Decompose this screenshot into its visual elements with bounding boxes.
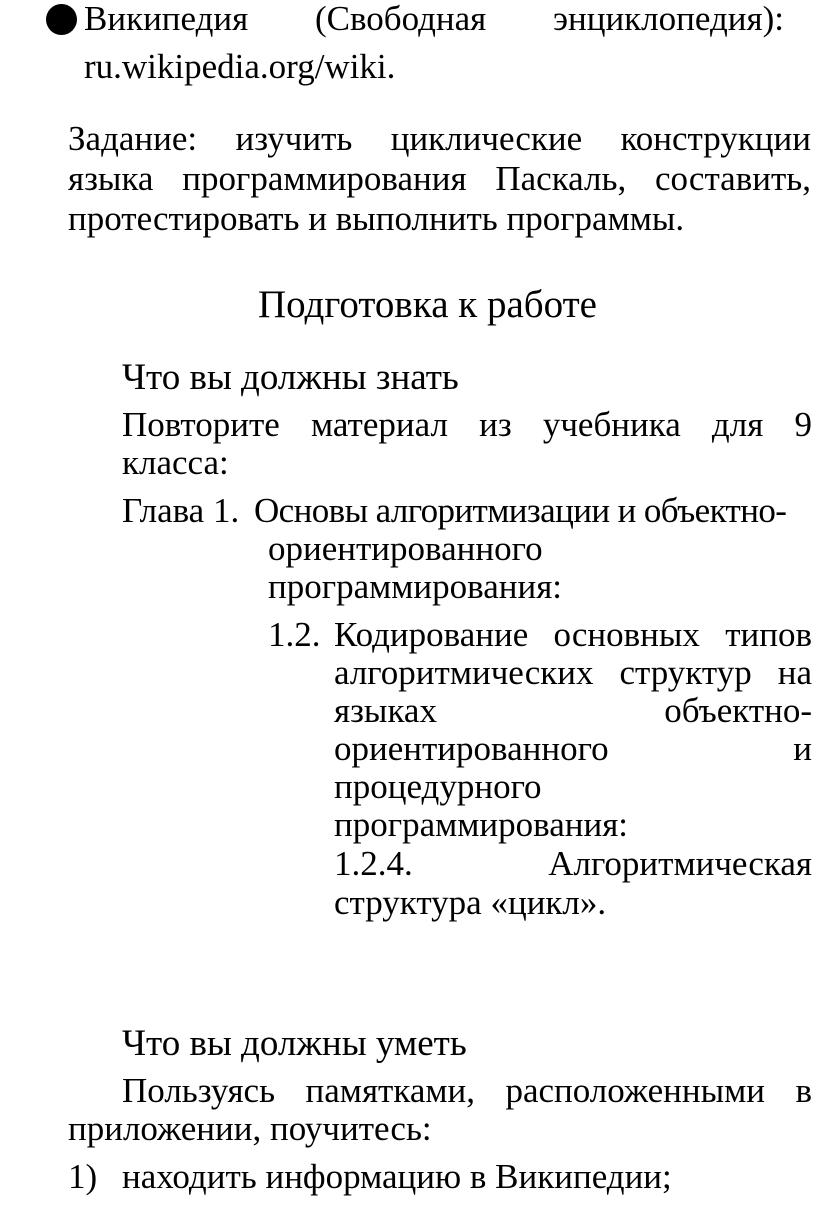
word: ориентированного (334, 729, 609, 768)
word: Кодирование (334, 615, 529, 654)
word: расположенными (505, 1071, 765, 1110)
word: составить, (655, 159, 811, 198)
section-line-5: процедурного (334, 767, 542, 806)
word: структур (619, 653, 752, 692)
know-line-2: класса: (122, 443, 229, 482)
section-line-3 (334, 692, 812, 730)
word: материал (311, 405, 448, 444)
word: в (795, 1071, 812, 1110)
task-line-2 (68, 160, 811, 198)
word: Паскаль, (495, 159, 627, 198)
list-item-number: 1) (68, 1157, 98, 1196)
word: объектно- (664, 691, 812, 730)
know-line-1 (122, 406, 812, 444)
word: (Свободная (314, 0, 487, 38)
word: программирования (182, 159, 467, 198)
section-line-2 (334, 654, 812, 692)
task-line-3: протестировать и выполнить программы. (68, 199, 685, 238)
chapter-title-line2: ориентированного (268, 529, 543, 568)
word: из (479, 405, 512, 444)
word: Задание: (68, 119, 198, 158)
word: 9 (794, 405, 812, 444)
subsection-line-1 (334, 845, 812, 883)
word: для (711, 405, 764, 444)
source-wikipedia-line1 (84, 0, 784, 38)
word: памятками, (305, 1071, 475, 1110)
section-line-6: программирования: (334, 805, 629, 844)
list-item-text: находить информацию в Википедии; (122, 1157, 672, 1196)
able-line-1 (122, 1072, 812, 1110)
word: конструкции (620, 119, 811, 158)
word: на (777, 653, 812, 692)
task-line-1 (68, 120, 811, 158)
word: языка (68, 159, 154, 198)
section-title: Подготовка к работе (258, 283, 597, 326)
chapter-label: Глава 1. (122, 491, 240, 530)
section-line-4 (334, 730, 812, 768)
word: 1.2.4. (334, 844, 413, 883)
word: Пользуясь (122, 1071, 276, 1110)
word: типов (725, 615, 812, 654)
word: энциклопедия): (552, 0, 784, 38)
able-heading: Что вы должны уметь (122, 1023, 467, 1064)
bullet-icon (46, 4, 77, 35)
section-number: 1.2. (268, 615, 321, 654)
word: изучить (235, 119, 353, 158)
word: и (793, 729, 812, 768)
chapter-title: Основы алгоритмизации и объектно- (254, 491, 787, 530)
word: основных (553, 615, 700, 654)
know-heading: Что вы должны знать (122, 357, 459, 398)
word: языках (334, 691, 437, 730)
source-wikipedia-url: ru.wikipedia.org/wiki. (84, 47, 396, 86)
word: Википедия (84, 0, 249, 38)
word: циклические (390, 119, 583, 158)
word: Алгоритмическая (548, 844, 812, 883)
word: Повторите (122, 405, 280, 444)
section-line-1 (334, 616, 812, 654)
chapter-title-line3: программирования: (268, 567, 563, 606)
subsection-line-2: структура «цикл». (334, 883, 607, 922)
word: алгоритмических (334, 653, 594, 692)
able-line-2: приложении, поучитесь: (68, 1109, 432, 1148)
word: учебника (542, 405, 681, 444)
